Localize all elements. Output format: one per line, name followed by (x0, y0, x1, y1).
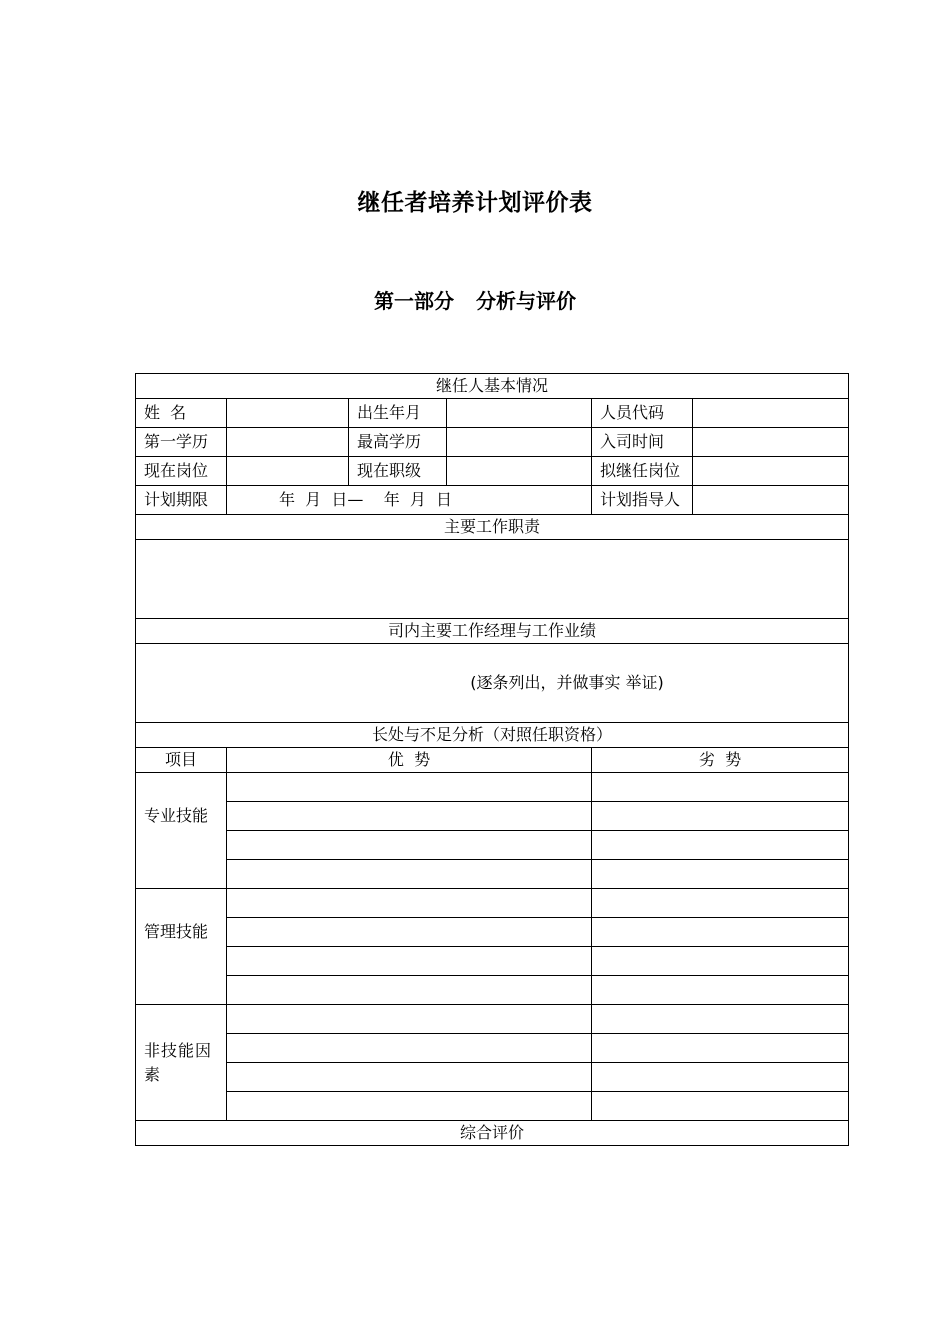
experience-note: (逐条列出，并做事实 举证) (470, 673, 664, 692)
experience-header: 司内主要工作经理与工作业绩 (136, 619, 849, 644)
strength-field[interactable] (227, 860, 592, 889)
weakness-column-header: 劣 势 (592, 748, 849, 773)
weakness-field[interactable] (592, 918, 849, 947)
weakness-field[interactable] (592, 1005, 849, 1034)
management-skills-label: 管理技能 (136, 889, 227, 1005)
first-education-label: 第一学历 (136, 428, 227, 457)
name-label: 姓 名 (136, 399, 227, 428)
weakness-field[interactable] (592, 1092, 849, 1121)
part-name: 分析与评价 (476, 289, 576, 313)
strength-field[interactable] (227, 918, 592, 947)
weakness-field[interactable] (592, 831, 849, 860)
weakness-field[interactable] (592, 860, 849, 889)
strength-field[interactable] (227, 1092, 592, 1121)
current-rank-label: 现在职级 (349, 457, 447, 486)
strength-field[interactable] (227, 1063, 592, 1092)
document-title: 继任者培养计划评价表 (357, 190, 593, 216)
evaluation-form-table (135, 373, 849, 1146)
current-post-label: 现在岗位 (136, 457, 227, 486)
highest-education-field[interactable] (447, 428, 592, 457)
strength-field[interactable] (227, 1005, 592, 1034)
professional-skills-label: 专业技能 (136, 773, 227, 889)
analysis-header: 长处与不足分析（对照任职资格） (136, 723, 849, 748)
weakness-field[interactable] (592, 802, 849, 831)
part-label: 第一部分 (374, 289, 454, 313)
weakness-field[interactable] (592, 947, 849, 976)
staff-code-field[interactable] (693, 399, 849, 428)
birth-date-label: 出生年月 (349, 399, 447, 428)
highest-education-label: 最高学历 (349, 428, 447, 457)
strength-field[interactable] (227, 976, 592, 1005)
strength-field[interactable] (227, 831, 592, 860)
staff-code-label: 人员代码 (592, 399, 693, 428)
strength-field[interactable] (227, 1034, 592, 1063)
weakness-field[interactable] (592, 889, 849, 918)
weakness-field[interactable] (592, 1063, 849, 1092)
plan-period-field[interactable]: 年 月 日— 年 月 日 (227, 486, 592, 515)
target-post-label: 拟继任岗位 (592, 457, 693, 486)
main-duties-field[interactable] (136, 540, 849, 619)
plan-period-label: 计划期限 (136, 486, 227, 515)
main-duties-header: 主要工作职责 (136, 515, 849, 540)
weakness-field[interactable] (592, 1034, 849, 1063)
mentor-label: 计划指导人 (592, 486, 693, 515)
birth-date-field[interactable] (447, 399, 592, 428)
part-heading (0, 285, 950, 314)
weakness-field[interactable] (592, 773, 849, 802)
experience-field[interactable] (136, 644, 849, 723)
current-rank-field[interactable] (447, 457, 592, 486)
basic-info-header: 继任人基本情况 (136, 374, 849, 399)
join-date-label: 入司时间 (592, 428, 693, 457)
strength-field[interactable] (227, 773, 592, 802)
weakness-field[interactable] (592, 976, 849, 1005)
join-date-field[interactable] (693, 428, 849, 457)
strength-field[interactable] (227, 947, 592, 976)
strength-column-header: 优 势 (227, 748, 592, 773)
non-skill-factors-label: 非技能因素 (136, 1005, 227, 1121)
current-post-field[interactable] (227, 457, 349, 486)
mentor-field[interactable] (693, 486, 849, 515)
name-field[interactable] (227, 399, 349, 428)
strength-field[interactable] (227, 889, 592, 918)
first-education-field[interactable] (227, 428, 349, 457)
target-post-field[interactable] (693, 457, 849, 486)
strength-field[interactable] (227, 802, 592, 831)
overall-evaluation-header: 综合评价 (136, 1121, 849, 1146)
item-column-header: 项目 (136, 748, 227, 773)
